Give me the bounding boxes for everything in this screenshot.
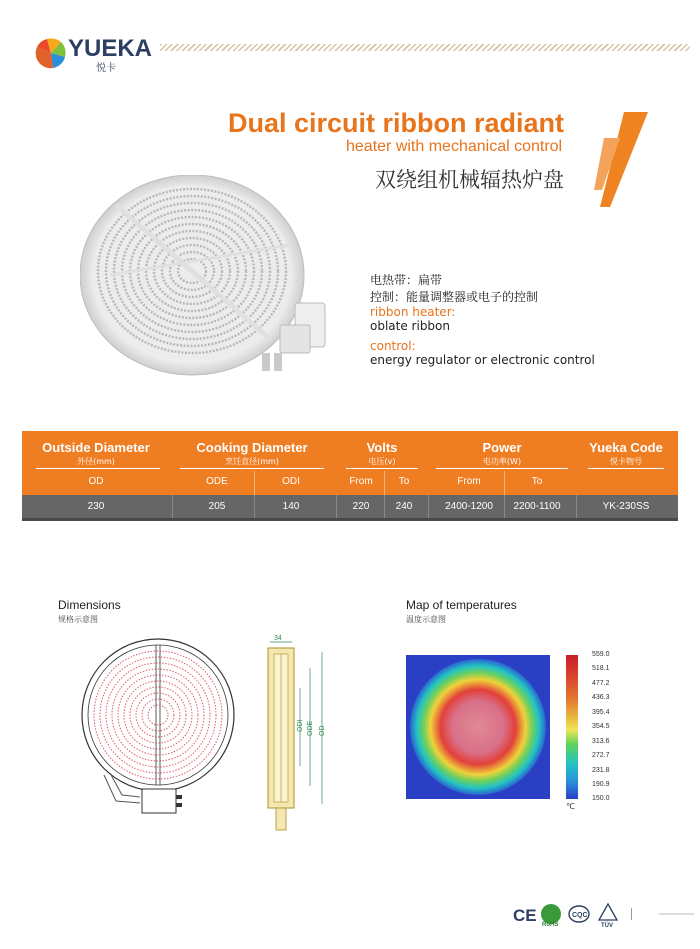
- dimension-top-view: [80, 625, 280, 820]
- title-line-2: heater with mechanical control: [346, 138, 563, 155]
- spec-table: [22, 431, 678, 518]
- col-volts-cn: 电压(v): [368, 457, 396, 466]
- temperature-map-title: Map of temperatures: [406, 598, 517, 612]
- brand-name-cn: 悦卡: [96, 63, 116, 74]
- brand-name: YUEKA: [68, 35, 153, 62]
- title-cn: 双绕组机械辐热炉盘: [375, 168, 564, 192]
- control-label: control:: [370, 339, 416, 353]
- spec-table-header: [22, 431, 678, 495]
- spec-table-row: [22, 495, 678, 521]
- scale-tick: 518.1: [592, 665, 610, 672]
- cell-yueka-code: YK-230SS: [602, 501, 650, 512]
- control-cn: 控制：能量调整器或电子的控制: [370, 290, 539, 304]
- dimension-ode-label: ODE: [307, 720, 314, 736]
- subheader-volts-to: To: [398, 476, 410, 487]
- cell-od: 230: [87, 501, 105, 512]
- scale-unit: ℃: [566, 802, 575, 811]
- ribbon-heater-value: oblate ribbon: [370, 319, 450, 333]
- col-power-cn: 电功率(W): [482, 457, 522, 466]
- scale-tick: 354.5: [592, 723, 610, 730]
- cell-power-from: 2400-1200: [445, 501, 493, 512]
- scale-tick: 313.6: [592, 738, 610, 745]
- temperature-colorbar: [566, 655, 578, 799]
- temperature-map-subtitle: 温度示意图: [406, 615, 446, 624]
- col-outside-diameter-cn: 外径(mm): [77, 457, 115, 466]
- col-volts: Volts: [366, 440, 398, 455]
- accent-slash-icon: [590, 112, 648, 207]
- subheader-ode: ODE: [206, 476, 228, 487]
- subheader-power-to: To: [531, 476, 543, 487]
- heating-band-cn: 电热带：扁带: [370, 273, 443, 287]
- title-line-1: Dual circuit ribbon radiant: [228, 108, 565, 138]
- tuv-icon: TÜV: [601, 923, 613, 928]
- subheader-volts-from: From: [349, 476, 373, 487]
- scale-tick: 190.9: [592, 781, 610, 788]
- scale-tick: 559.0: [592, 651, 610, 658]
- cqc-icon: CQC: [572, 912, 588, 919]
- scale-tick: 231.8: [592, 767, 610, 774]
- certification-icons: [511, 900, 696, 928]
- cell-odi: 140: [282, 501, 300, 512]
- heater-photo: [80, 175, 355, 393]
- cell-volts-from: 220: [352, 501, 370, 512]
- scale-tick: 395.4: [592, 709, 610, 716]
- cell-ode: 205: [208, 501, 226, 512]
- col-yueka-code: Yueka Code: [589, 440, 663, 455]
- control-value: energy regulator or electronic control: [370, 353, 595, 367]
- dimension-od-label: OD: [319, 725, 326, 736]
- subheader-power-from: From: [457, 476, 481, 487]
- rohs-icon: RoHS: [542, 922, 559, 928]
- subheader-od: OD: [88, 476, 104, 487]
- scale-tick: 150.0: [592, 795, 610, 802]
- subheader-odi: ODI: [282, 476, 300, 487]
- scale-tick: 477.2: [592, 680, 610, 687]
- dimensions-subtitle: 规格示意图: [58, 615, 98, 624]
- cell-volts-to: 240: [395, 501, 413, 512]
- col-power: Power: [482, 440, 522, 455]
- dimensions-title: Dimensions: [58, 598, 121, 612]
- temperature-map: [406, 655, 550, 799]
- col-yueka-code-cn: 悦卡物号: [610, 457, 642, 466]
- ce-mark-icon: CE: [513, 906, 537, 925]
- scale-tick: 272.7: [592, 752, 610, 759]
- dimension-odi-label: ODI: [297, 719, 304, 732]
- col-cooking-diameter-cn: 烹饪直径(mm): [225, 457, 279, 466]
- dimension-side-view: [258, 632, 340, 832]
- col-outside-diameter: Outside Diameter: [42, 440, 150, 455]
- header-divider: [160, 44, 690, 51]
- ribbon-heater-label: ribbon heater:: [370, 305, 456, 319]
- col-cooking-diameter: Cooking Diameter: [196, 440, 308, 455]
- dimension-width-label: 34: [274, 635, 282, 642]
- cell-power-to: 2200-1100: [513, 501, 561, 512]
- scale-tick: 436.3: [592, 694, 610, 701]
